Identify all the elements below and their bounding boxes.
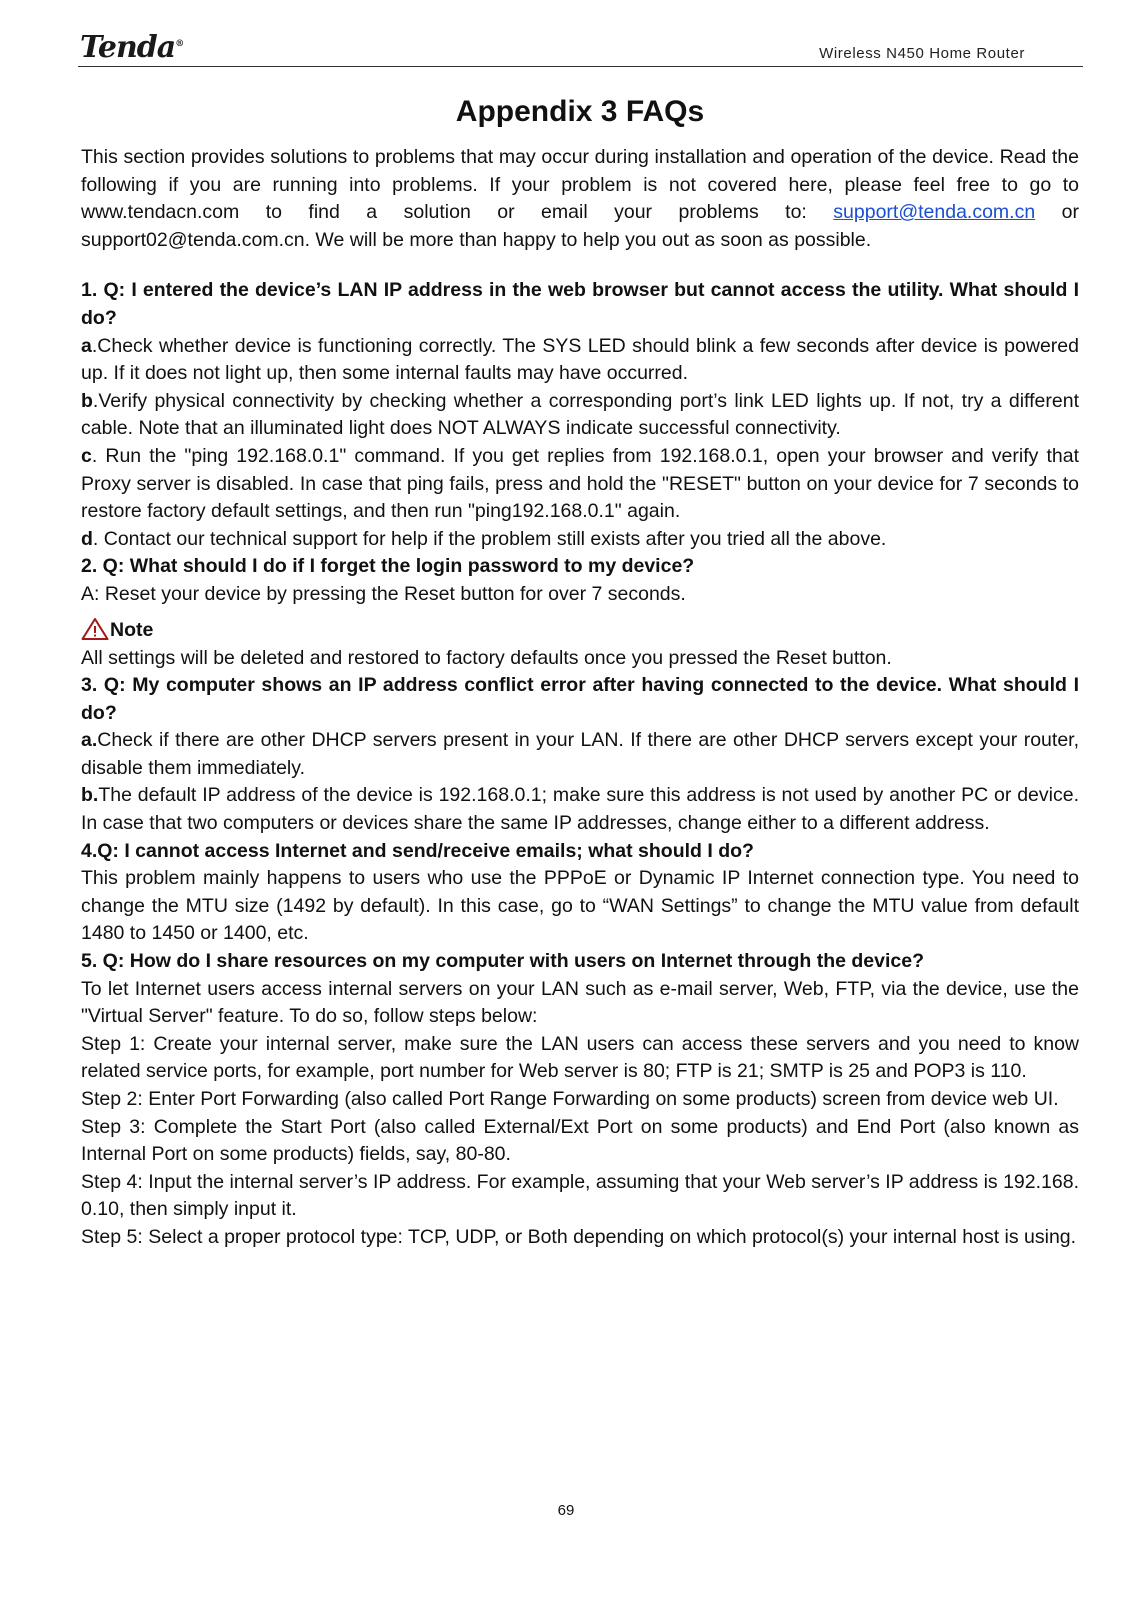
faq4-answer: This problem mainly happens to users who use the PPPoE or Dynamic IP Internet connection type. You need to change the MTU size (1492 by default). In this case, go to “WAN Settings” to change the MTU value from default 1480 to 1450 or 1400, etc. (81, 867, 1079, 945)
faq1-question: 1. Q: I entered the device’s LAN IP address in the web browser but cannot access the utility. What should I do? (81, 279, 1079, 329)
intro-paragraph: This section provides solutions to problems that may occur during installation and operation of the device. Read the following if you are running into problems. If your problem is not covered here, please feel free to go to www.tendacn.com to find a solution or email your problems to: support@tenda.com.cn or support02@tenda.com.cn. We will be more than happy to help you out as soon as possible. (81, 146, 1079, 251)
faq3-answer-a: a.Check if there are other DHCP servers present in your LAN. If there are other DHCP servers except your router, disable them immediately. (81, 729, 1079, 779)
faq5-step-3: Step 3: Complete the Start Port (also called External/Ext Port on some products) and End Port (also known as Internal Port on some products) fields, say, 80-80. (81, 1115, 1079, 1166)
faq5-step-4: Step 4: Input the internal server’s IP address. For example, assuming that your Web server’s IP address is 192.168. 0.10, then simply input it. (81, 1170, 1079, 1221)
tenda-logo: Tenda® (80, 30, 184, 65)
faq5-intro: To let Internet users access internal servers on your LAN such as e-mail server, Web, FTP, via the device, use the "Virtual Server" feature. To do so, follow steps below: (81, 977, 1079, 1028)
faq1-answer-d: d. Contact our technical support for help if the problem still exists after you tried all the above. (81, 527, 887, 550)
faq1-answer-b: b.Verify physical connectivity by checking whether a corresponding port’s link LED lights up. If not, try a different cable. Note that an illuminated light does NOT ALWAYS indicate successful connectivity. (81, 389, 1079, 440)
note-heading (81, 611, 1079, 645)
page-header (78, 28, 1083, 67)
faq5-question: 5. Q: How do I share resources on my computer with users on Internet through the device? (81, 950, 924, 973)
faq5-step-2: Step 2: Enter Port Forwarding (also called Port Range Forwarding on some products) screen from device web UI. (81, 1088, 1059, 1110)
faq1-answer-a: a.Check whether device is functioning correctly. The SYS LED should blink a few seconds after device is powered up. If it does not light up, then some internal faults may have occurred. (81, 334, 1079, 385)
faq3-question: 3. Q: My computer shows an IP address conflict error after having connected to the device. What should I do? (81, 674, 1079, 724)
product-name: Wireless N450 Home Router (819, 45, 1025, 62)
faq4-question: 4.Q: I cannot access Internet and send/receive emails; what should I do? (81, 839, 754, 862)
faq2-answer: A: Reset your device by pressing the Reset button for over 7 seconds. (81, 582, 686, 605)
note-text: All settings will be deleted and restored to factory defaults once you pressed the Reset button. (81, 646, 892, 669)
page-number: 69 (557, 1502, 575, 1519)
note-label: Note (110, 618, 154, 641)
warning-icon (81, 617, 109, 641)
faq3-answer-b: b.The default IP address of the device is 192.168.0.1; make sure this address is not used by another PC or device. In case that two computers or devices share the same IP addresses, change either to a different address. (81, 784, 1079, 835)
faq1-answer-c: c. Run the "ping 192.168.0.1" command. If you get replies from 192.168.0.1, open your browser and verify that Proxy server is disabled. In case that ping fails, press and hold the "RESET" button on your device for 7 seconds to restore factory default settings, and then run "ping192.168.0.1" again. (81, 444, 1079, 523)
page-title: Appendix 3 FAQs (455, 95, 705, 128)
page-content (81, 92, 1079, 1252)
faq5-step-5: Step 5: Select a proper protocol type: TCP, UDP, or Both depending on which protocol(s) your internal host is using. (81, 1225, 1077, 1248)
faq5-step-1: Step 1: Create your internal server, make sure the LAN users can access these servers and you need to know related service ports, for example, port number for Web server is 80; FTP is 21; SMTP is 25 and POP3 is 110. (81, 1032, 1079, 1083)
support-email-link[interactable]: support@tenda.com.cn (833, 201, 1036, 224)
faq2-question: 2. Q: What should I do if I forget the login password to my device? (81, 555, 695, 578)
